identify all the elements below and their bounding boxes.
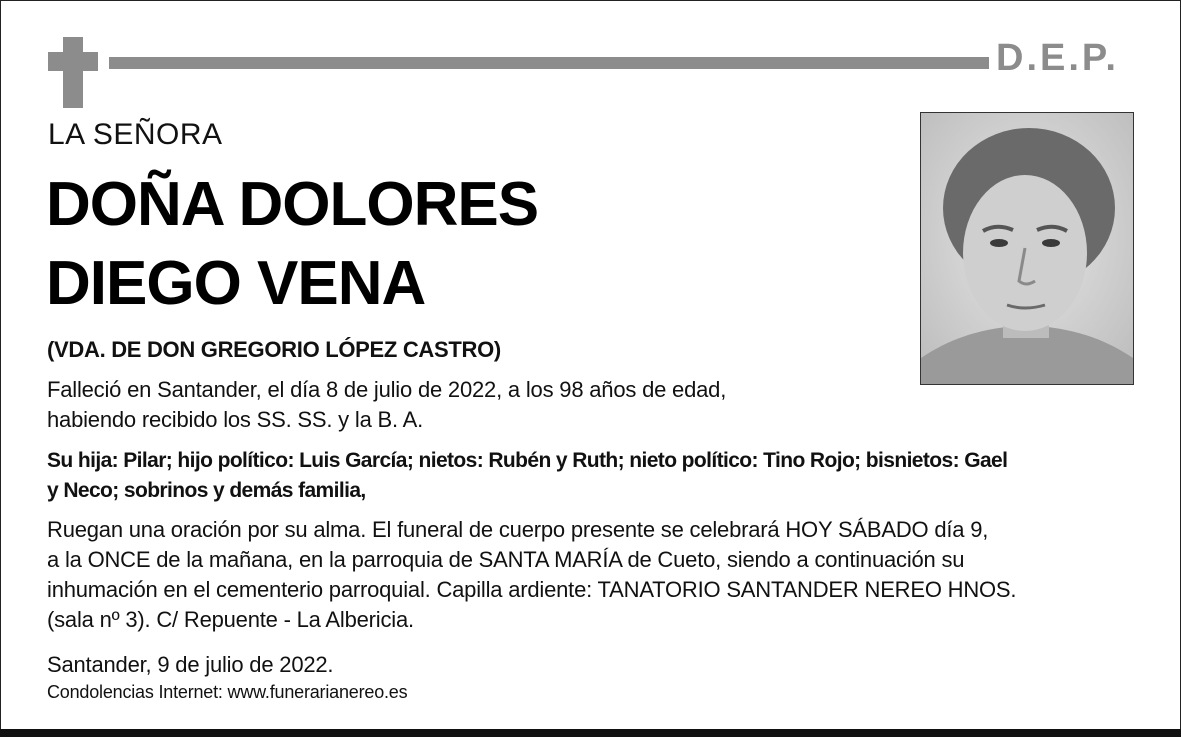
text-line: habiendo recibido los SS. SS. y la B. A. (47, 407, 424, 432)
honorific: LA SEÑORA (48, 118, 223, 151)
bottom-rule (0, 729, 1181, 737)
text-line: Ruegan una oración por su alma. El funeral de cuerpo presente se celebrará HOY SÁBADO día 9, (47, 517, 989, 542)
header-rule (109, 57, 989, 69)
condolences-website: Condolencias Internet: www.funerarianereo.es (47, 682, 408, 702)
widow-of: (VDA. DE DON GREGORIO LÓPEZ CASTRO) (47, 337, 501, 362)
text-line: (sala nº 3). C/ Repuente - La Albericia. (47, 607, 414, 632)
deceased-name-line-2: DIEGO VENA (46, 249, 426, 318)
place-date: Santander, 9 de julio de 2022. (47, 652, 334, 677)
cross-icon (63, 37, 83, 108)
text-line: inhumación en el cementerio parroquial. Capilla ardiente: TANATORIO SANTANDER NEREO HNOS. (47, 577, 1017, 602)
funeral-details (47, 515, 1016, 635)
family-list (47, 446, 1007, 506)
death-notice (47, 375, 726, 435)
text-line: a la ONCE de la mañana, en la parroquia de SANTA MARÍA de Cueto, siendo a continuación su (47, 547, 965, 572)
portrait-photo (920, 112, 1134, 385)
cross-icon-arm (48, 52, 98, 71)
text-line: y Neco; sobrinos y demás familia, (47, 479, 366, 502)
text-line: Falleció en Santander, el día 8 de julio de 2022, a los 98 años de edad, (47, 377, 727, 402)
text-line: Su hija: Pilar; hijo político: Luis García; nietos: Rubén y Ruth; nieto político: Tino Rojo; bisnietos: Gael (47, 449, 1008, 472)
deceased-name-line-1: DOÑA DOLORES (46, 170, 539, 239)
dep-label: D.E.P. (996, 37, 1119, 79)
